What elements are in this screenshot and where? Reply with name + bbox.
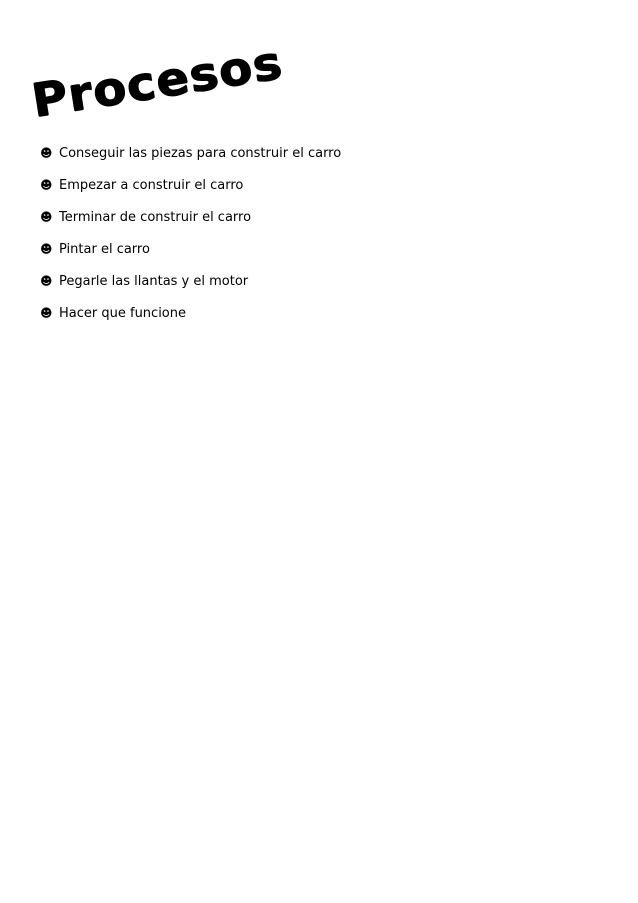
smiley-bullet-icon: ☻ [40, 210, 53, 224]
smiley-bullet-icon: ☻ [40, 178, 53, 192]
list-item-text: Terminar de construir el carro [59, 209, 252, 225]
smiley-bullet-icon: ☻ [40, 306, 53, 320]
smiley-bullet-icon: ☻ [40, 274, 53, 288]
list-item [40, 233, 341, 265]
list-item-text: Pintar el carro [59, 241, 150, 257]
list-item-text: Conseguir las piezas para construir el carro [59, 145, 342, 161]
smiley-bullet-icon: ☻ [40, 146, 53, 160]
list-item-text: Hacer que funcione [59, 305, 186, 321]
list-item [40, 169, 341, 201]
document-title: Procesos [28, 35, 287, 128]
list-item-text: Pegarle las llantas y el motor [59, 273, 249, 289]
smiley-bullet-icon: ☻ [40, 242, 53, 256]
list-item [40, 265, 341, 297]
list-item-text: Empezar a construir el carro [59, 177, 244, 193]
list-item [40, 297, 341, 329]
process-list [40, 137, 341, 329]
list-item [40, 137, 341, 169]
list-item [40, 201, 341, 233]
